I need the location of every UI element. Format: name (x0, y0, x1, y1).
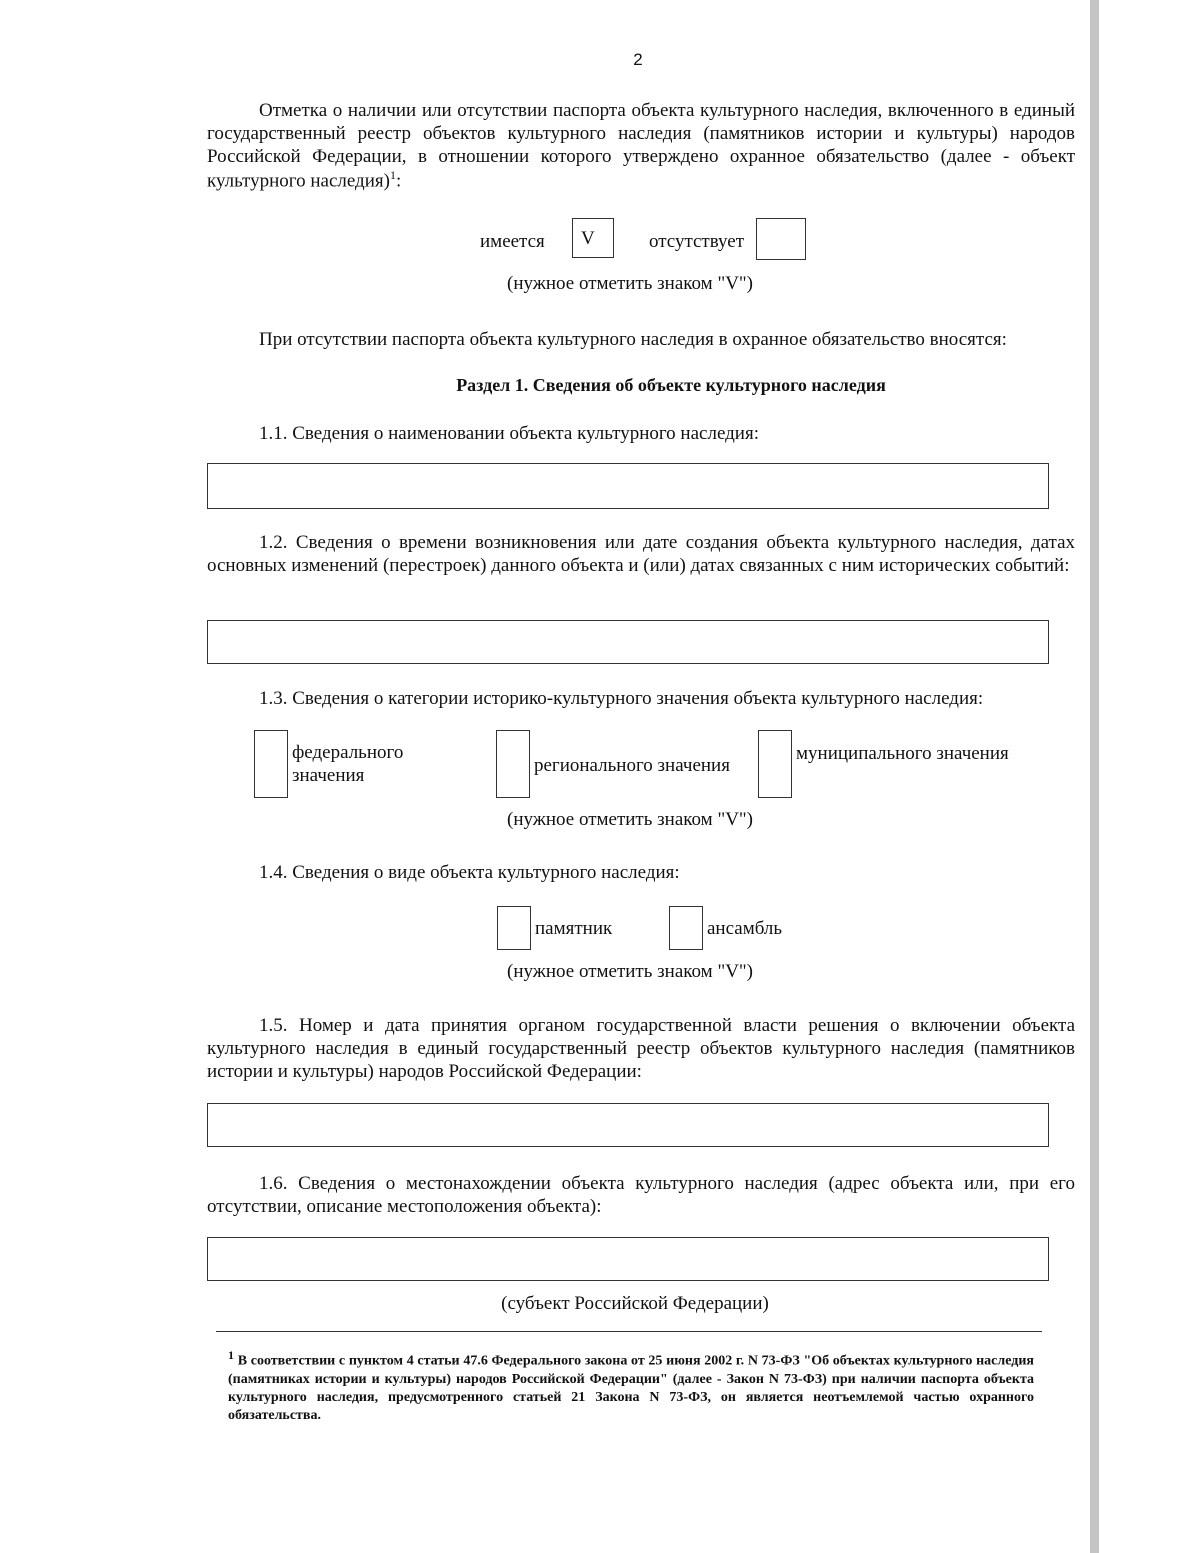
passport-has-label: имеется (480, 231, 545, 252)
category-federal-checkbox[interactable] (254, 730, 288, 798)
page-number: 2 (633, 50, 643, 69)
kind-ensemble-label: ансамбль (707, 918, 783, 939)
category-regional-checkbox[interactable] (496, 730, 530, 798)
passport-hint: (нужное отметить знаком "V") (507, 273, 753, 294)
intro-end: : (395, 170, 402, 192)
category-municipal-label: муниципального значения (796, 743, 1009, 764)
passport-absent-checkbox[interactable] (756, 218, 806, 260)
item-1-6-label: 1.6. Сведения о местонахождении объекта культурного наследия (адрес объекта или, при его отсутствии, описание местоположения объекта): (207, 1173, 1075, 1217)
kind-hint: (нужное отметить знаком "V") (507, 961, 753, 982)
footnote-text: В соответствии с пунктом 4 статьи 47.6 Федерального закона от 25 июня 2002 г. N 73-ФЗ "Об объектах культурного наследия (памятниках истории и культуры) народов Российской Федерации" (далее - Закон N 73-ФЗ) при наличии паспорта объекта культурного наследия, предусмотренного статьей 21 Закона N 73-ФЗ, он является неотъемлемой частью охранного обязательства. (228, 1353, 1034, 1424)
scan-edge-bar (1090, 0, 1099, 1553)
item-1-3-label: 1.3. Сведения о категории историко-культурного значения объекта культурного наследия: (259, 688, 984, 709)
footnote (228, 1348, 1034, 1425)
item-1-1-field[interactable] (207, 463, 1049, 509)
item-1-5-label: 1.5. Номер и дата принятия органом государственной власти решения о включении объекта культурного наследия в единый государственный реестр объектов культурного наследия (памятников истории и культуры) народов Российской Федерации: (207, 1015, 1075, 1082)
kind-monument-checkbox[interactable] (497, 906, 531, 950)
item-1-5-field[interactable] (207, 1103, 1049, 1147)
category-federal-label: федерального значения (292, 742, 404, 786)
category-hint: (нужное отметить знаком "V") (507, 809, 753, 830)
item-1-2-field[interactable] (207, 620, 1049, 664)
item-1-6-field[interactable] (207, 1237, 1049, 1281)
category-regional-label: регионального значения (534, 755, 730, 776)
absence-note: При отсутствии паспорта объекта культурного наследия в охранное обязательство вносятся: (259, 329, 1007, 350)
item-1-6-caption: (субъект Российской Федерации) (501, 1293, 769, 1314)
item-1-4-label: 1.4. Сведения о виде объекта культурного наследия: (259, 862, 680, 883)
intro-text: Отметка о наличии или отсутствии паспорта объекта культурного наследия, включенного в единый государственный реестр объектов культурного наследия (памятников истории и культуры) народов Российской Федерации, в отношении которого утверждено охранное обязательство (далее - объект культурного наследия) (207, 100, 1075, 192)
category-municipal-checkbox[interactable] (758, 730, 792, 798)
kind-monument-label: памятник (535, 918, 613, 939)
footnote-marker: 1 (228, 1348, 234, 1362)
footnote-ref: 1 (389, 168, 396, 183)
section1-heading: Раздел 1. Сведения об объекте культурного наследия (456, 375, 886, 395)
item-1-1-label: 1.1. Сведения о наименовании объекта культурного наследия: (259, 423, 759, 444)
passport-absent-label: отсутствует (649, 231, 745, 252)
item-1-2-label: 1.2. Сведения о времени возникновения или дате создания объекта культурного наследия, датах основных изменений (перестроек) данного объекта и (или) датах связанных с ним исторических событий: (207, 532, 1075, 576)
intro-paragraph (207, 100, 1075, 194)
footnote-divider (216, 1331, 1042, 1332)
kind-ensemble-checkbox[interactable] (669, 906, 703, 950)
passport-has-checkbox[interactable]: V (572, 218, 614, 258)
